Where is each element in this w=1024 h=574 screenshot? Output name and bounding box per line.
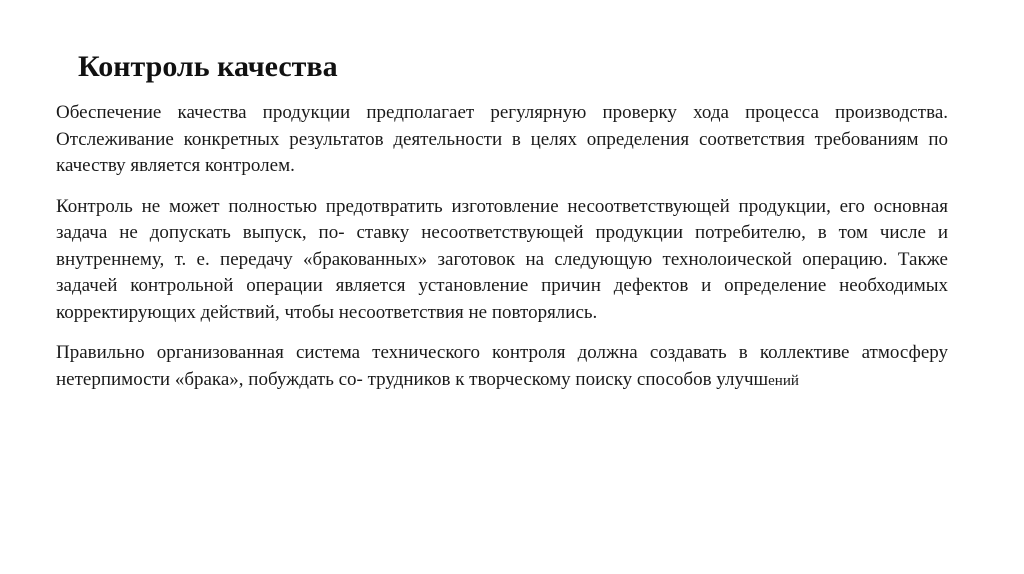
paragraph-quality-assurance: Обеспечение качества продукции предполагает регулярную проверку хода процесса производства. Отслеживание конкретных результатов деятельности в целях определения соответствия требованиям по качеству является контролем. xyxy=(56,102,948,176)
slide-title: Контроль качества xyxy=(78,50,338,83)
slide-body xyxy=(56,100,948,408)
paragraph-control-system-tail: ений xyxy=(768,372,799,389)
paragraph-control-tasks: Контроль не может полностью предотвратить изготовление несоответствующей продукции, его основная задача не допускать выпуск, по- ставку несоответствующей продукции потребителю, в том числе и внутреннему, т. е. передачу «бракованных» заготовок на следующую технолоической операцию. Также задачей контрольной операции является установление причин дефектов и определение необходимых корректирующих действий, чтобы несоответствия не повторялись. xyxy=(56,195,948,323)
paragraph-control-system xyxy=(56,340,948,394)
paragraph-control-system-text: Правильно организованная система технического контроля должна создавать в коллективе атмосферу нетерпимости «брака», побуждать со- трудников к творческому поиску способов улучш xyxy=(56,342,948,390)
